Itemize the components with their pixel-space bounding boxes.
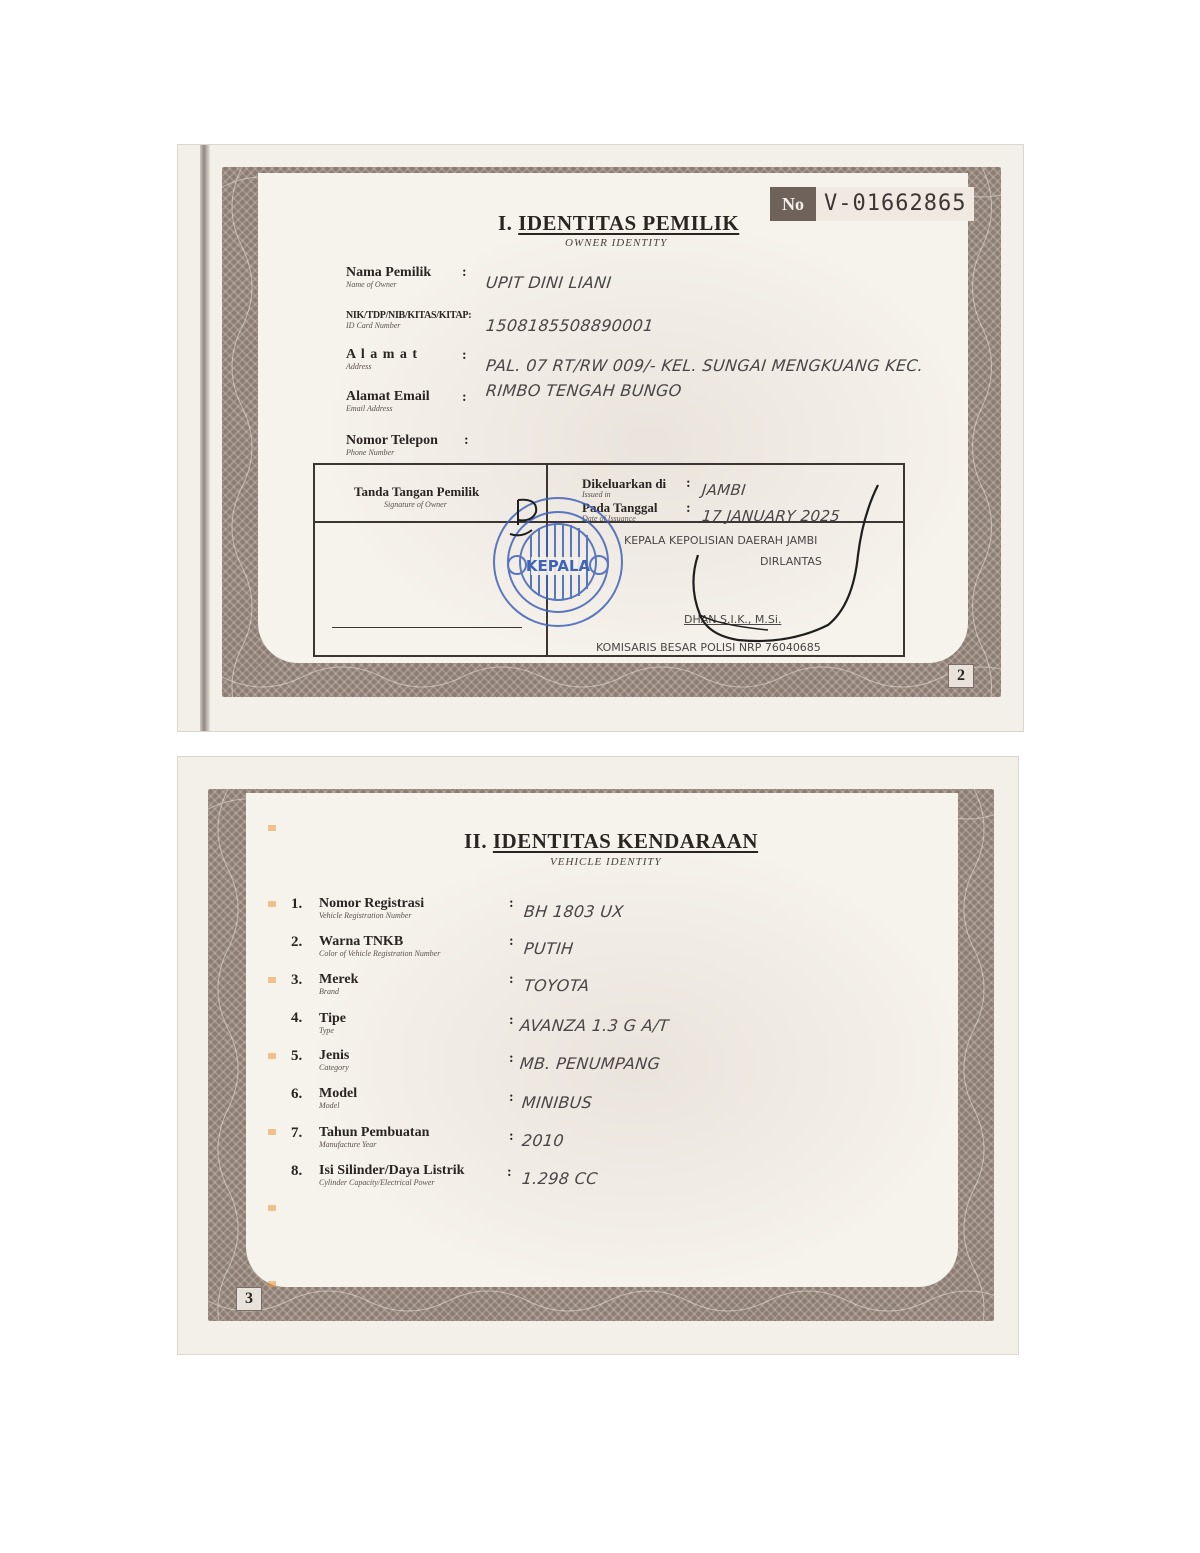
field-label: Merek [319, 972, 359, 987]
page-subtitle: VEHICLE IDENTITY [550, 856, 662, 868]
colon: : [509, 1051, 514, 1066]
title-text: IDENTITAS KENDARAAN [492, 829, 759, 853]
issued-date-value: 17 JANUARY 2025 [701, 507, 841, 525]
colon: : [686, 476, 691, 491]
field-label: Jenis [319, 1048, 350, 1063]
field-label: Model [319, 1086, 358, 1101]
issued-date-sublabel: Date of Issuance [582, 514, 636, 523]
title-roman: II. [464, 829, 488, 853]
row-number: 4. [291, 1010, 303, 1026]
colon: : [509, 1013, 514, 1028]
row-number: 6. [291, 1086, 303, 1102]
email-sublabel: Email Address [346, 404, 393, 413]
book-spine [200, 145, 210, 731]
field-sublabel: Color of Vehicle Registration Number [319, 949, 441, 958]
official-name: DHAN S.I.K., M.Si. [684, 613, 782, 626]
title-roman: I. [498, 211, 513, 235]
stamp-text: KEPALA [525, 557, 591, 575]
address-value-line2: RIMBO TENGAH BUNGO [485, 381, 683, 400]
owner-signature [498, 490, 558, 550]
field-label: Isi Silinder/Daya Listrik [319, 1163, 465, 1178]
owner-name-label: Nama Pemilik [346, 265, 432, 280]
official-signature [678, 475, 898, 645]
id-card-label: NIK/TDP/NIB/KITAS/KITAP: [346, 310, 472, 321]
field-sublabel: Cylinder Capacity/Electrical Power [319, 1178, 435, 1187]
signature-sublabel: Signature of Owner [384, 500, 447, 509]
official-title-line2: DIRLANTAS [760, 555, 822, 568]
document-number-box [770, 187, 974, 221]
official-title-line1: KEPALA KEPOLISIAN DAERAH JAMBI [624, 534, 818, 547]
row-number: 2. [291, 934, 303, 950]
address-sublabel: Address [346, 362, 372, 371]
address-value-line1: PAL. 07 RT/RW 009/- KEL. SUNGAI MENGKUANG KEC. [485, 356, 925, 375]
colon: : [462, 265, 467, 280]
official-rank: KOMISARIS BESAR POLISI NRP 76040685 [596, 641, 821, 654]
colon: : [509, 972, 514, 987]
issued-at-sublabel: Issued in [582, 490, 611, 499]
field-sublabel: Brand [319, 987, 339, 996]
phone-label: Nomor Telepon [346, 433, 438, 448]
field-label: Nomor Registrasi [319, 896, 425, 911]
page-subtitle: OWNER IDENTITY [565, 237, 668, 249]
document-number: V-01662865 [816, 187, 974, 221]
row-number: 5. [291, 1048, 303, 1064]
colon: : [509, 1129, 514, 1144]
vehicle-identity-page [178, 757, 1018, 1354]
document-number-label: No [770, 187, 816, 221]
field-value: 1.298 CC [521, 1169, 599, 1188]
field-value: TOYOTA [523, 976, 591, 995]
field-value: AVANZA 1.3 G A/T [519, 1016, 670, 1035]
field-value: PUTIH [523, 939, 575, 958]
security-marks [268, 791, 276, 1351]
colon: : [507, 1165, 512, 1180]
page-number: 3 [236, 1287, 262, 1311]
id-card-sublabel: ID Card Number [346, 321, 401, 330]
issued-at-value: JAMBI [701, 481, 747, 499]
row-number: 1. [291, 896, 303, 912]
page-number: 2 [948, 664, 974, 688]
colon: : [509, 934, 514, 949]
field-label: Tahun Pembuatan [319, 1125, 430, 1140]
field-label: Warna TNKB [319, 934, 404, 949]
owner-name-value: UPIT DINI LIANI [485, 273, 613, 292]
row-number: 7. [291, 1125, 303, 1141]
row-number: 3. [291, 972, 303, 988]
colon: : [509, 896, 514, 911]
issued-date-label: Pada Tanggal [582, 500, 658, 515]
colon: : [464, 433, 469, 448]
colon: : [462, 390, 467, 405]
email-label: Alamat Email [346, 389, 430, 404]
issued-at-label: Dikeluarkan di [582, 476, 667, 491]
field-sublabel: Vehicle Registration Number [319, 911, 412, 920]
field-value: MB. PENUMPANG [519, 1054, 662, 1073]
signature-label: Tanda Tangan Pemilik [354, 484, 480, 499]
owner-name-sublabel: Name of Owner [346, 280, 397, 289]
field-label: Tipe [319, 1011, 346, 1026]
title-text: IDENTITAS PEMILIK [518, 211, 740, 235]
row-number: 8. [291, 1163, 303, 1179]
field-sublabel: Model [319, 1101, 340, 1110]
owner-identity-page [178, 145, 1023, 731]
field-value: MINIBUS [521, 1093, 594, 1112]
colon: : [509, 1090, 514, 1105]
colon: : [462, 348, 467, 363]
page-title [498, 211, 739, 236]
address-label: A l a m a t [346, 347, 419, 362]
field-value: BH 1803 UX [523, 902, 625, 921]
field-sublabel: Manufacture Year [319, 1140, 377, 1149]
field-sublabel: Type [319, 1026, 334, 1035]
field-sublabel: Category [319, 1063, 349, 1072]
id-card-value: 1508185508890001 [485, 316, 655, 335]
colon: : [686, 501, 691, 516]
field-value: 2010 [521, 1131, 565, 1150]
page-title [464, 829, 758, 854]
phone-sublabel: Phone Number [346, 448, 395, 457]
